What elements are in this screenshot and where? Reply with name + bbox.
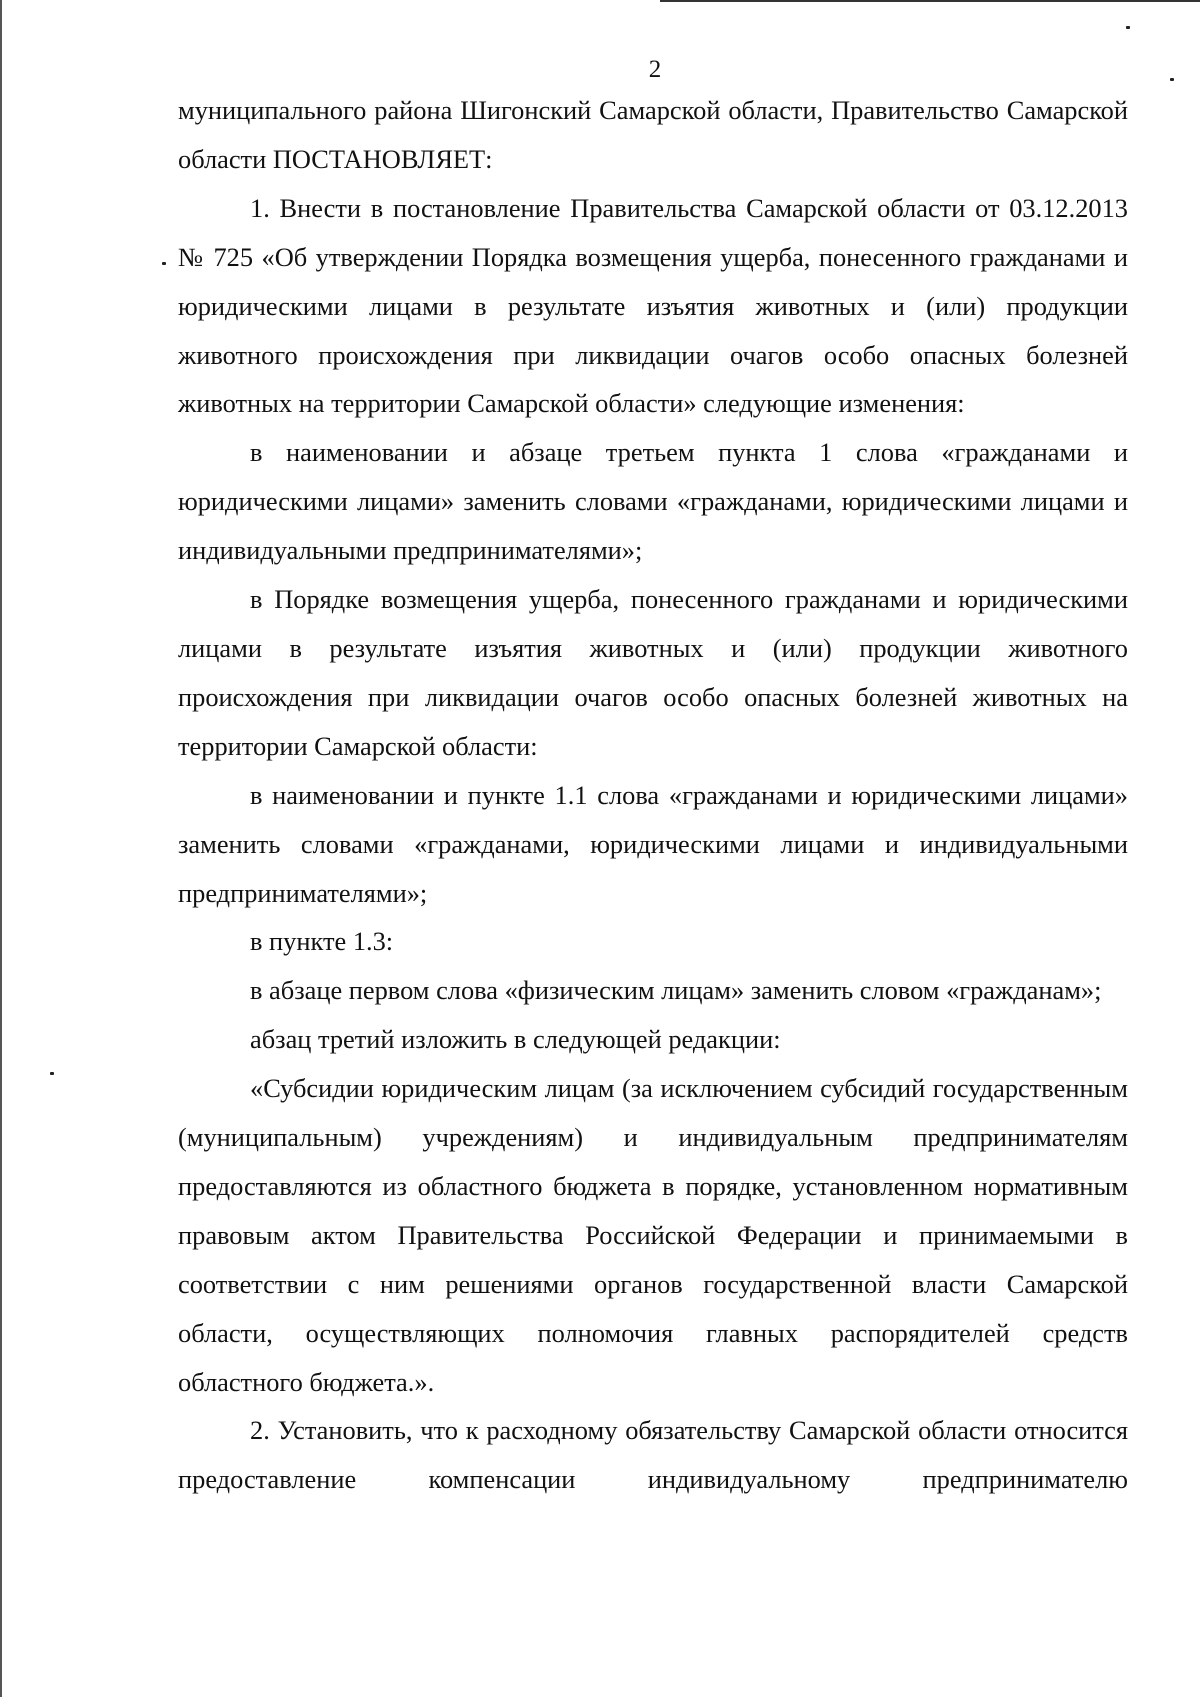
paragraph-amend-title: в наименовании и абзаце третьем пункта 1 слова «гражданами и юридическими лицами» заменить словами «гражданами, юридическими лицами и индивидуальными предпринимателями»; [178,437,1128,566]
scan-left-edge [0,0,2,1697]
paragraph-point-1-3: в пункте 1.3: [250,926,394,957]
scan-speck [1126,26,1130,29]
scan-speck [50,1072,54,1075]
paragraph-first-abzac: в абзаце первом слова «физическим лицам» заменить словом «гражданам»; [250,975,1102,1006]
scan-top-rule [660,0,1200,2]
scan-speck [1170,78,1174,81]
paragraph-procedure-intro: в Порядке возмещения ущерба, понесенного гражданами и юридическими лицами в результате изъятия животных и (или) продукции животного происхождения при ликвидации очагов особо опасных болезней животных на территории Самарской области: [178,584,1128,761]
paragraph-amend-1-1: в наименовании и пункте 1.1 слова «гражданами и юридическими лицами» заменить словами «гражданами, юридическими лицами и индивидуальными предпринимателями»; [178,779,1128,908]
paragraph-item-1: 1. Внести в постановление Правительства Самарской области от 03.12.2013 № 725 «Об утверждении Порядка возмещения ущерба, понесенного гражданами и юридическими лицами в результате изъятия животных и (или) продукции животного происхождения при ликвидации очагов особо опасных болезней животных на территории Самарской области» следующие изменения: [178,192,1128,419]
paragraph-item-2: 2. Установить, что к расходному обязательству Самарской области относится предоставление компенсации индивидуальному предпринимателю [178,1415,1128,1495]
paragraph-third-abzac: абзац третий изложить в следующей редакции: [250,1024,781,1055]
paragraph-subsidies-quote: «Субсидии юридическим лицам (за исключением субсидий государственным (муниципальным) учреждениям) и индивидуальным предпринимателям предоставляются из областного бюджета в порядке, установленном нормативным правовым актом Правительства Российской Федерации и принимаемыми в соответствии с ним решениями органов государственной власти Самарской области, осуществляющих полномочия главных распорядителей средств областного бюджета.». [178,1073,1128,1397]
scan-speck [162,262,166,265]
document-body [178,86,1128,1504]
paragraph-preamble-end: муниципального района Шигонский Самарской области, Правительство Самарской области ПОСТАНОВЛЯЕТ: [178,95,1128,174]
page-number: 2 [648,56,662,83]
